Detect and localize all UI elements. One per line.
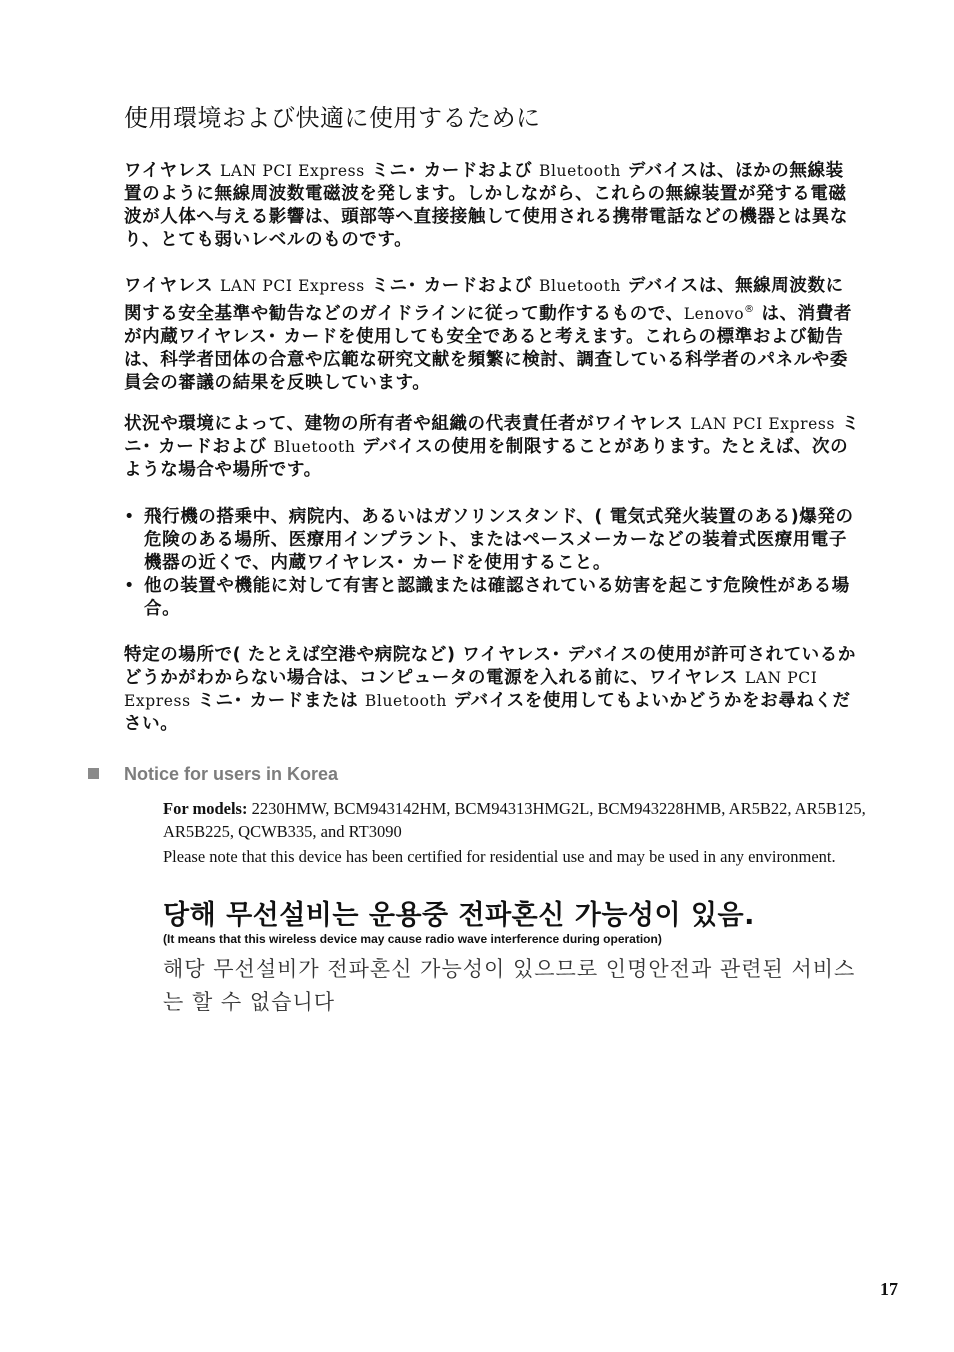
text-run: LAN PCI Express [219,277,365,295]
residential-note: Please note that this device has been certified for residential use and may be used in any environment. [163,847,836,866]
text-run: LAN PCI Express [124,669,818,710]
restrictions-paragraph [124,413,860,482]
bullet-icon: • [124,507,135,527]
page-title: 使用環境および快適に使用するために [124,104,541,132]
text-run: LAN PCI Express [690,415,836,433]
section-heading-text: Notice for users in Korea [124,764,339,784]
models-paragraph [163,797,878,843]
korea-section-heading [88,764,338,785]
text-run: 状況や環境によって、建物の所有者や組織の代表責任者がワイヤレス [124,414,691,434]
text-run: Bluetooth [539,277,622,295]
list-item-text: 飛行機の搭乗中、病院内、あるいはガソリンスタンド、( 電気式発火装置のある)爆発の危険のある場所、医療用インプラント、またはペースメーカーなどの装着式医療用電子機器の近くで、内蔵ワイヤレス･ カードを使用すること。 [144,507,854,573]
restriction-list [124,506,864,621]
list-item-text: 他の装置や機能に対して有害と認識または確認されている妨害を起こす危険性がある場合。 [144,576,850,619]
text-run: 特定の場所で( たとえば空港や病院など) ワイヤレス･ デバイスの使用が許可されているかどうかがわからない場合は、コンピュータの電源を入れる前に、ワイヤレス [124,645,856,688]
text-run: ミニ･ カードおよび [124,414,860,457]
models-list: 2230HMW, BCM943142HM, BCM94313HMG2L, BCM943228HMB, AR5B22, AR5B125, AR5B225, QCWB335, and RT3090 [163,799,866,841]
text-run: LAN PCI Express [219,162,365,180]
korean-warning-translation: (It means that this wireless device may cause radio wave interference during operation) [163,932,662,946]
square-bullet-icon [88,768,99,779]
ask-permission-paragraph [124,644,860,736]
registered-mark: ® [744,304,755,315]
bullet-icon: • [124,576,135,596]
text-run: ミニ･ カードおよび [364,161,539,181]
text-run: デバイスの使用を制限することがあります。たとえば、次のような場合や場所です。 [124,437,849,480]
text-run: ワイヤレス [124,161,220,181]
text-run: ワイヤレス [124,276,220,296]
safety-standards-paragraph [124,275,860,395]
text-run: ミニ･ カードまたは [190,691,365,711]
text-run: Bluetooth [364,692,447,710]
page-number: 17 [880,1279,898,1299]
list-item [124,575,864,621]
korean-warning: 당해 무선설비는 운용중 전파혼신 가능성이 있음. [163,900,755,931]
text-run: Lenovo [683,304,745,323]
wireless-safety-paragraph [124,160,860,252]
text-run: Bluetooth [539,162,622,180]
list-item [124,506,864,575]
models-label: For models: [163,799,248,818]
text-run: デバイスは、無線周波数に関する安全基準や勧告などのガイドラインに従って動作するもので、 [124,276,844,324]
text-run: デバイスは、ほかの無線装置のように無線周波数電磁波を発します。しかしながら、これらの無線装置が発する電磁波が人体へ与える影響は、頭部等へ直接接触して使用される携帯電話などの機器とは異なり、とても弱いレベルのものです。 [124,161,848,250]
text-run: は、消費者が内蔵ワイヤレス･ カードを使用しても安全であると考えます。これらの標準および勧告は、科学者団体の合意や広範な研究文献を頻繁に検討、調査している科学者のパネルや委員会の審議の結果を反映しています。 [124,303,852,393]
text-run: ミニ･ カードおよび [364,276,539,296]
text-run: デバイスを使用してもよいかどうかをお尋ねください。 [124,691,851,734]
korean-service-note: 해당 무선설비가 전파혼신 가능성이 있으므로 인명안전과 관련된 서비스는 할 수 없습니다 [163,957,856,1014]
text-run: Bluetooth [273,438,356,456]
